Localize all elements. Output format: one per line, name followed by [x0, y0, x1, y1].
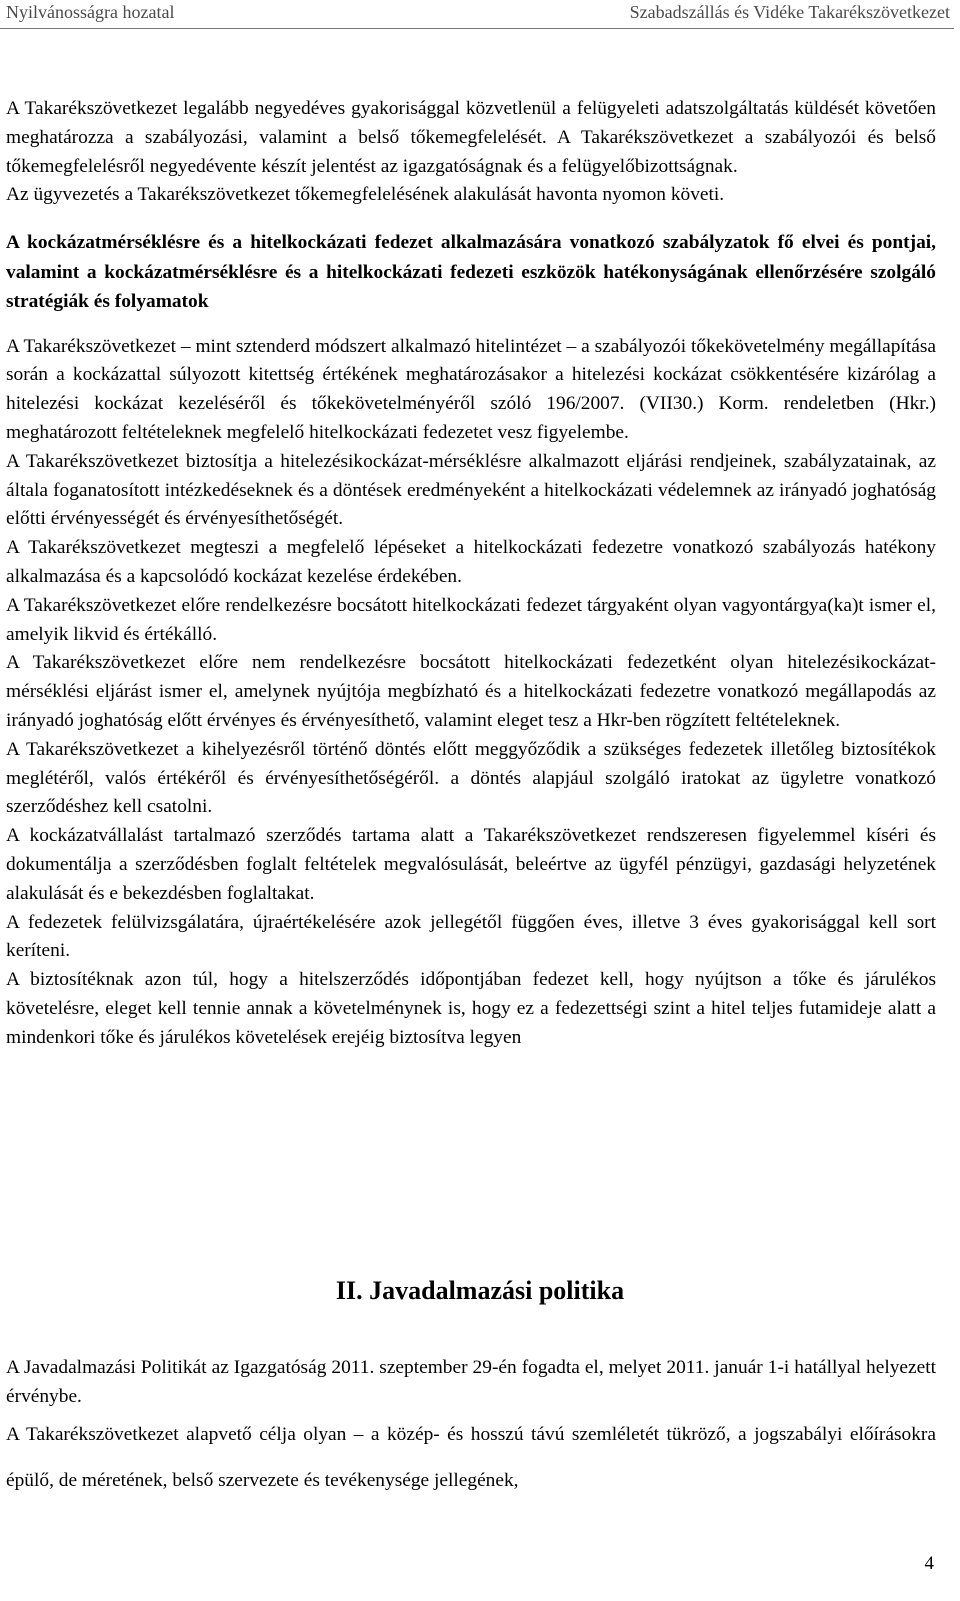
paragraph-revaluation: A fedezetek felülvizsgálatára, újraértékelésére azok jellegétől függően éves, illetve 3 éves gyakorisággal kell sort keríteni.: [6, 911, 936, 962]
paragraph-funded-protection: A Takarékszövetkezet előre rendelkezésre bocsátott hitelkockázati fedezet tárgyaként olyan vagyontárgya(ka)t ismer el, amelyik likvid és értékálló.: [6, 594, 936, 645]
document-body: [6, 95, 936, 1053]
header-rule: [0, 28, 954, 29]
header-left-title: Nyilvánosságra hozatal: [6, 2, 175, 22]
paragraph-monitoring: A kockázatvállalást tartalmazó szerződés tartama alatt a Takarékszövetkezet rendszeresen figyelemmel kíséri és dokumentálja a szerződésben foglalt feltételek megvalósulását, beleértve az ügyfél pénzügyi, gazdasági helyzetének alakulását és e bekezdésben foglaltakat.: [6, 825, 936, 904]
page-header: [0, 0, 960, 32]
paragraph-policy-goal: A Takarékszövetkezet alapvető célja olyan – a közép- és hosszú távú szemléletét tükröző, a jogszabályi előírásokra épülő, de méretének, belső szervezete és tevékenysége jellegének,: [6, 1423, 936, 1491]
section-body: [6, 1354, 936, 1504]
section-title: II. Javadalmazási politika: [335, 1276, 625, 1305]
paragraph-collateral-check: A Takarékszövetkezet a kihelyezésről történő döntés előtt meggyőződik a szükséges fedezetek illetőleg biztosítékok meglétéről, valós értékéről és érvényesíthetőségéről. a döntés alapjául szolgáló iratokat az ügyletre vonatkozó szerződéshez kell csatolni.: [6, 738, 936, 818]
paragraph-policy-adoption: A Javadalmazási Politikát az Igazgatóság 2011. szeptember 29-én fogadta el, melyet 2011. január 1-i hatállyal helyezett érvénybe.: [6, 1357, 936, 1407]
page-number: 4: [924, 1553, 934, 1574]
paragraph-standard-method: A Takarékszövetkezet – mint sztenderd módszert alkalmazó hitelintézet – a szabályozói tőkekövetelmény megállapítása során a kockázattal súlyozott kitettség értékének meghatározásakor a hitelezési kockázat csökkentésére kizárólag a hitelezési kockázat kezeléséről és tőkekövetelményéről szóló 196/2007. (VII30.) Korm. rendeletben (Hkr.) meghatározott feltételeknek megfelelő hitelkockázati fedezetet vesz figyelembe.: [6, 335, 936, 444]
paragraph-effective-application: A Takarékszövetkezet megteszi a megfelelő lépéseket a hitelkockázati fedezetre vonatkozó szabályozás hatékony alkalmazása és a kapcsolódó kockázat kezelése érdekében.: [6, 537, 936, 588]
risk-mitigation-heading: A kockázatmérséklésre és a hitelkockázati fedezet alkalmazására vonatkozó szabályzatok fő elvei és pontjai, valamint a kockázatmérséklésre és a hitelkockázati fedezeti eszközök hatékonyságának ellenőrzésére szolgáló stratégiák és folyamatok: [6, 232, 936, 313]
paragraph-capital-review: A Takarékszövetkezet legalább negyedéves gyakorisággal közvetlenül a felügyeleti adatszolgáltatás küldését követően meghatározza a szabályozási, valamint a belső tőkemegfelelését. A Takarékszövetkezet a szabályozói és belső tőkemegfelelésről negyedévente készít jelentést az igazgatóságnak és a felügyelőbizottságnak.: [6, 98, 936, 177]
paragraph-monthly-tracking: Az ügyvezetés a Takarékszövetkezet tőkemegfelelésének alakulását havonta nyomon követi.: [6, 184, 725, 206]
header-right-title: Szabadszállás és Vidéke Takarékszövetkezet: [629, 2, 950, 22]
paragraph-enforceability: A Takarékszövetkezet biztosítja a hitelezésikockázat-mérséklésre alkalmazott eljárási rendjeinek, szabályzatainak, az általa foganatosított intézkedéseknek és a döntések eredményeként a hitelkockázati védelemnek az irányadó joghatóság előtti érvényességét és érvényesíthetőségét.: [6, 450, 936, 530]
paragraph-unfunded-protection: A Takarékszövetkezet előre nem rendelkezésre bocsátott hitelkockázati fedezetként olyan hitelezésikockázat-mérséklési eljárást ismer el, amelynek nyújtója megbízható és a hitelkockázati fedezetre vonatkozó megállapodás az irányadó joghatóság előtt érvényes és érvényesíthető, valamint eleget tesz a Hkr-ben rögzített feltételeknek.: [6, 652, 936, 732]
paragraph-coverage-level: A biztosítéknak azon túl, hogy a hitelszerződés időpontjában fedezet kell, hogy nyújtson a tőke és járulékos követelésre, eleget kell tennie annak a követelménynek is, hogy ez a fedezettségi szint a hitel teljes futamideje alatt a mindenkori tőke és járulékos követelések erejéig biztosítva legyen: [6, 969, 936, 1048]
